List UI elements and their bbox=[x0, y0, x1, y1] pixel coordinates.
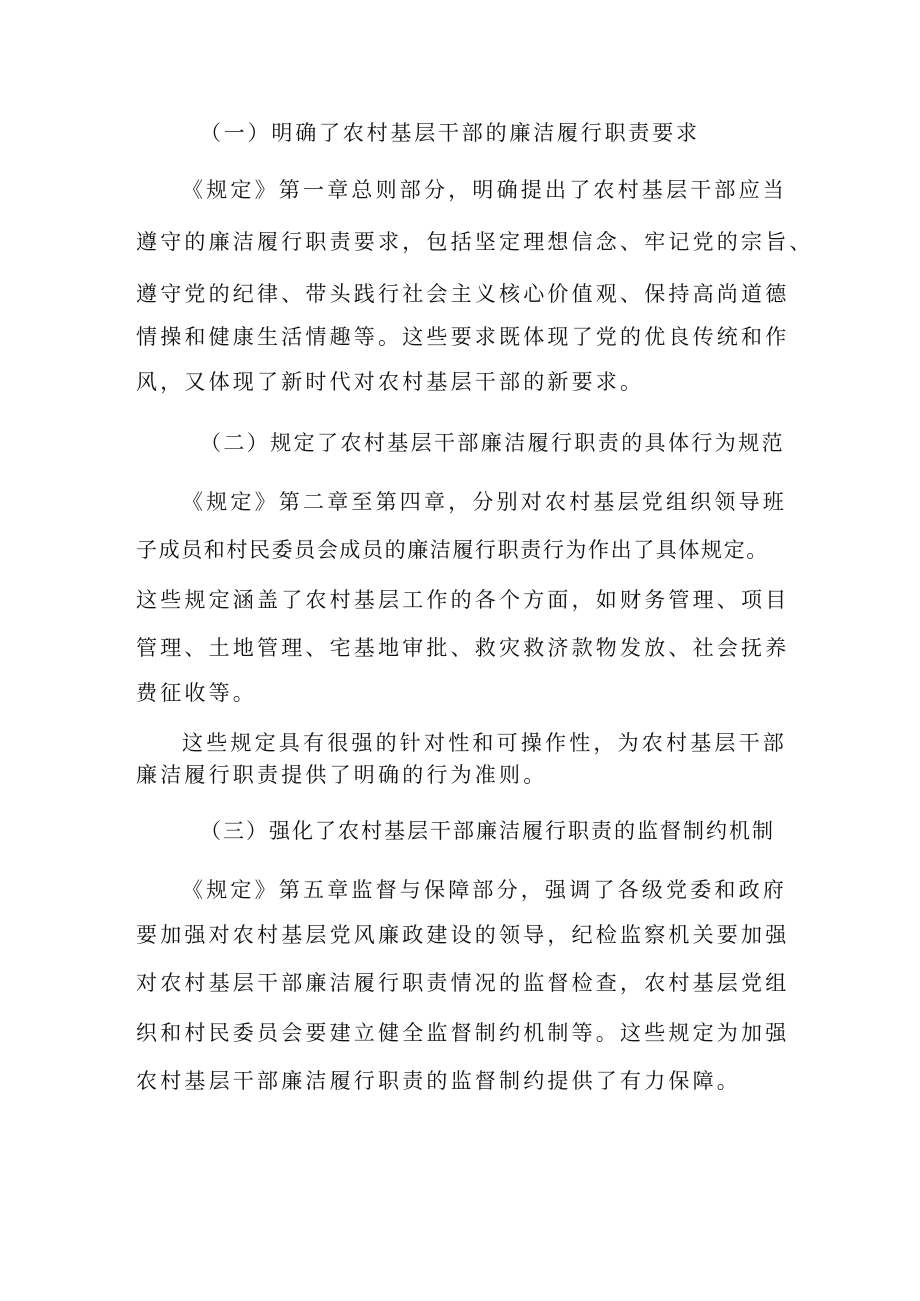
paragraph-line: 《规定》第一章总则部分，明确提出了农村基层干部应当 bbox=[182, 178, 787, 202]
section-heading-3: （三）强化了农村基层干部廉洁履行职责的监督制约机制 bbox=[200, 819, 775, 843]
paragraph-line: 这些规定涵盖了农村基层工作的各个方面，如财务管理、项目 bbox=[136, 588, 790, 612]
section-heading-2: （二）规定了农村基层干部廉洁履行职责的具体行为规范 bbox=[200, 431, 785, 455]
paragraph-line: 要加强对农村基层党风廉政建设的领导，纪检监察机关要加强 bbox=[136, 923, 790, 947]
paragraph-line: 遵守党的纪律、带头践行社会主义核心价值观、保持高尚道德 bbox=[136, 282, 790, 306]
paragraph-line: 费征收等。 bbox=[136, 681, 257, 705]
paragraph-line: 这些规定具有很强的针对性和可操作性，为农村基层干部 bbox=[182, 731, 787, 755]
paragraph-line: 《规定》第五章监督与保障部分，强调了各级党委和政府 bbox=[182, 878, 787, 902]
paragraph-line: 廉洁履行职责提供了明确的行为准则。 bbox=[136, 763, 548, 787]
paragraph-line: 遵守的廉洁履行职责要求，包括坚定理想信念、牢记党的宗旨、 bbox=[136, 230, 814, 254]
paragraph-line: 农村基层干部廉洁履行职责的监督制约提供了有力保障。 bbox=[136, 1069, 741, 1093]
paragraph-line: 对农村基层干部廉洁履行职责情况的监督检查，农村基层党组 bbox=[136, 971, 790, 995]
paragraph-line: 管理、土地管理、宅基地审批、救灾救济款物发放、社会抚养 bbox=[136, 636, 790, 660]
paragraph-line: 情操和健康生活情趣等。这些要求既体现了党的优良传统和作 bbox=[136, 325, 790, 349]
paragraph-line: 子成员和村民委员会成员的廉洁履行职责行为作出了具体规定。 bbox=[136, 538, 769, 562]
paragraph-line: 织和村民委员会要建立健全监督制约机制等。这些规定为加强 bbox=[136, 1021, 790, 1045]
section-heading-1: （一）明确了农村基层干部的廉洁履行职责要求 bbox=[200, 121, 700, 145]
paragraph-line: 《规定》第二章至第四章，分别对农村基层党组织领导班 bbox=[182, 490, 787, 514]
paragraph-line: 风，又体现了新时代对农村基层干部的新要求。 bbox=[136, 370, 645, 394]
